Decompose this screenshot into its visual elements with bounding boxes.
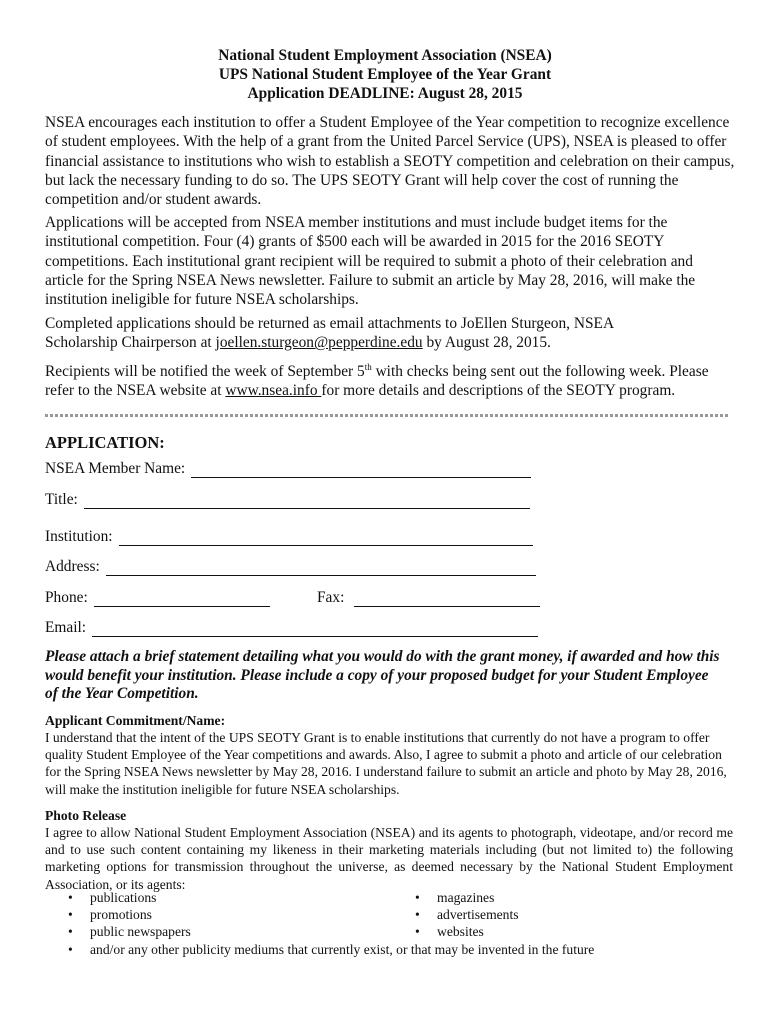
title-field	[45, 491, 530, 509]
email-field	[45, 619, 538, 637]
label: Phone:	[45, 589, 88, 606]
header-line-1: National Student Employment Association (NSEA)	[218, 47, 552, 64]
intro-paragraph-3	[45, 314, 645, 353]
fax-field	[317, 589, 540, 607]
list-item: • promotions	[90, 906, 594, 923]
divider	[45, 414, 728, 417]
release-list-right	[437, 889, 519, 941]
list-item: • and/or any other publicity mediums that currently exist, or that may be invented in the future	[90, 941, 594, 958]
superscript: th	[364, 361, 372, 372]
institution-field	[45, 528, 533, 546]
institution-input[interactable]	[119, 530, 533, 546]
website-link[interactable]: www.nsea.info	[225, 382, 322, 400]
release-list-left	[90, 889, 594, 958]
address-input[interactable]	[106, 560, 536, 576]
list-item: • websites	[437, 923, 519, 940]
text: for more details and descriptions of the SEOTY program.	[321, 382, 676, 400]
label: Title:	[45, 491, 78, 508]
phone-input[interactable]	[94, 591, 270, 607]
phone-field	[45, 589, 270, 607]
text: with checks being sent out the following week. Please refer to the NSEA website at	[45, 363, 709, 400]
header-line-3: Application DEADLINE: August 28, 2015	[247, 85, 523, 102]
label: Institution:	[45, 528, 113, 545]
photo-release-heading: Photo Release	[45, 808, 127, 823]
list-item: • publications	[90, 889, 594, 906]
intro-paragraph-2: Applications will be accepted from NSEA member institutions and must include budget items for the institutional competition. Four (4) grants of $500 each will be awarded in 2015 for the 2016 SEOTY competitions. Each institutional grant recipient will be required to submit a photo of their celebration and article for the Spring NSEA News newsletter. Failure to submit an article by May 28, 2016, will make the institution ineligible for future NSEA scholarships.	[45, 214, 696, 309]
text: Recipients will be notified the week of September 5	[45, 363, 365, 380]
list-item: • advertisements	[437, 906, 519, 923]
email-input[interactable]	[92, 621, 538, 637]
label: Fax:	[317, 589, 345, 606]
commitment-text: I understand that the intent of the UPS SEOTY Grant is to enable institutions that currently do not have a program to offer quality Student Employee of the Year competitions and awards. Also, I agree to submit a photo and article of our celebration for the Spring NSEA News newsletter by May 28, 2016. I understand failure to submit an article and photo by May 28, 2016, will make the institution ineligible for future NSEA scholarships.	[45, 730, 727, 797]
photo-release-text: I agree to allow National Student Employment Association (NSEA) and its agents to photograph, videotape, and/or record me and to use such content containing my likeness in their marketing materials including (but not limited to) the following marketing options for transmission throughout the universe, as deemed necessary by the National Student Employment Association, or its agents:	[45, 825, 733, 892]
list-item: • public newspapers	[90, 923, 594, 940]
title-input[interactable]	[84, 493, 530, 509]
list-item: • magazines	[437, 889, 519, 906]
address-field	[45, 558, 536, 576]
header-line-2: UPS National Student Employee of the Year Grant	[218, 66, 552, 83]
commitment-heading: Applicant Commitment/Name:	[45, 713, 226, 728]
fax-input[interactable]	[354, 591, 540, 607]
text: Completed applications should be returned as email attachments to JoEllen Sturgeon, NSEA Scholarship Chairperson at	[45, 315, 614, 352]
member-name-field	[45, 460, 531, 478]
intro-paragraph-4	[45, 362, 735, 401]
label: Email:	[45, 619, 87, 636]
document-header	[0, 46, 770, 103]
label: Address:	[45, 558, 100, 575]
instruction-text: Please attach a brief statement detailing what you would do with the grant money, if awarded and how this would benefit your institution. Please include a copy of your proposed budget for your Student Employee of the Year Competition.	[45, 648, 720, 702]
member-name-input[interactable]	[191, 462, 531, 478]
application-heading: APPLICATION:	[45, 433, 165, 452]
email-link[interactable]: joellen.sturgeon@pepperdine.edu	[215, 334, 423, 352]
text: by August 28, 2015.	[422, 334, 551, 352]
label: NSEA Member Name:	[45, 460, 186, 477]
intro-paragraph-1: NSEA encourages each institution to offer a Student Employee of the Year competition to recognize excellence of student employees. With the help of a grant from the United Parcel Service (UPS), NSEA is pleased to offer financial assistance to institutions who wish to establish a SEOTY competition and celebration on their campus, but lack the necessary funding to do so. The UPS SEOTY Grant will help cover the cost of running the competition and/or student awards.	[45, 114, 735, 209]
